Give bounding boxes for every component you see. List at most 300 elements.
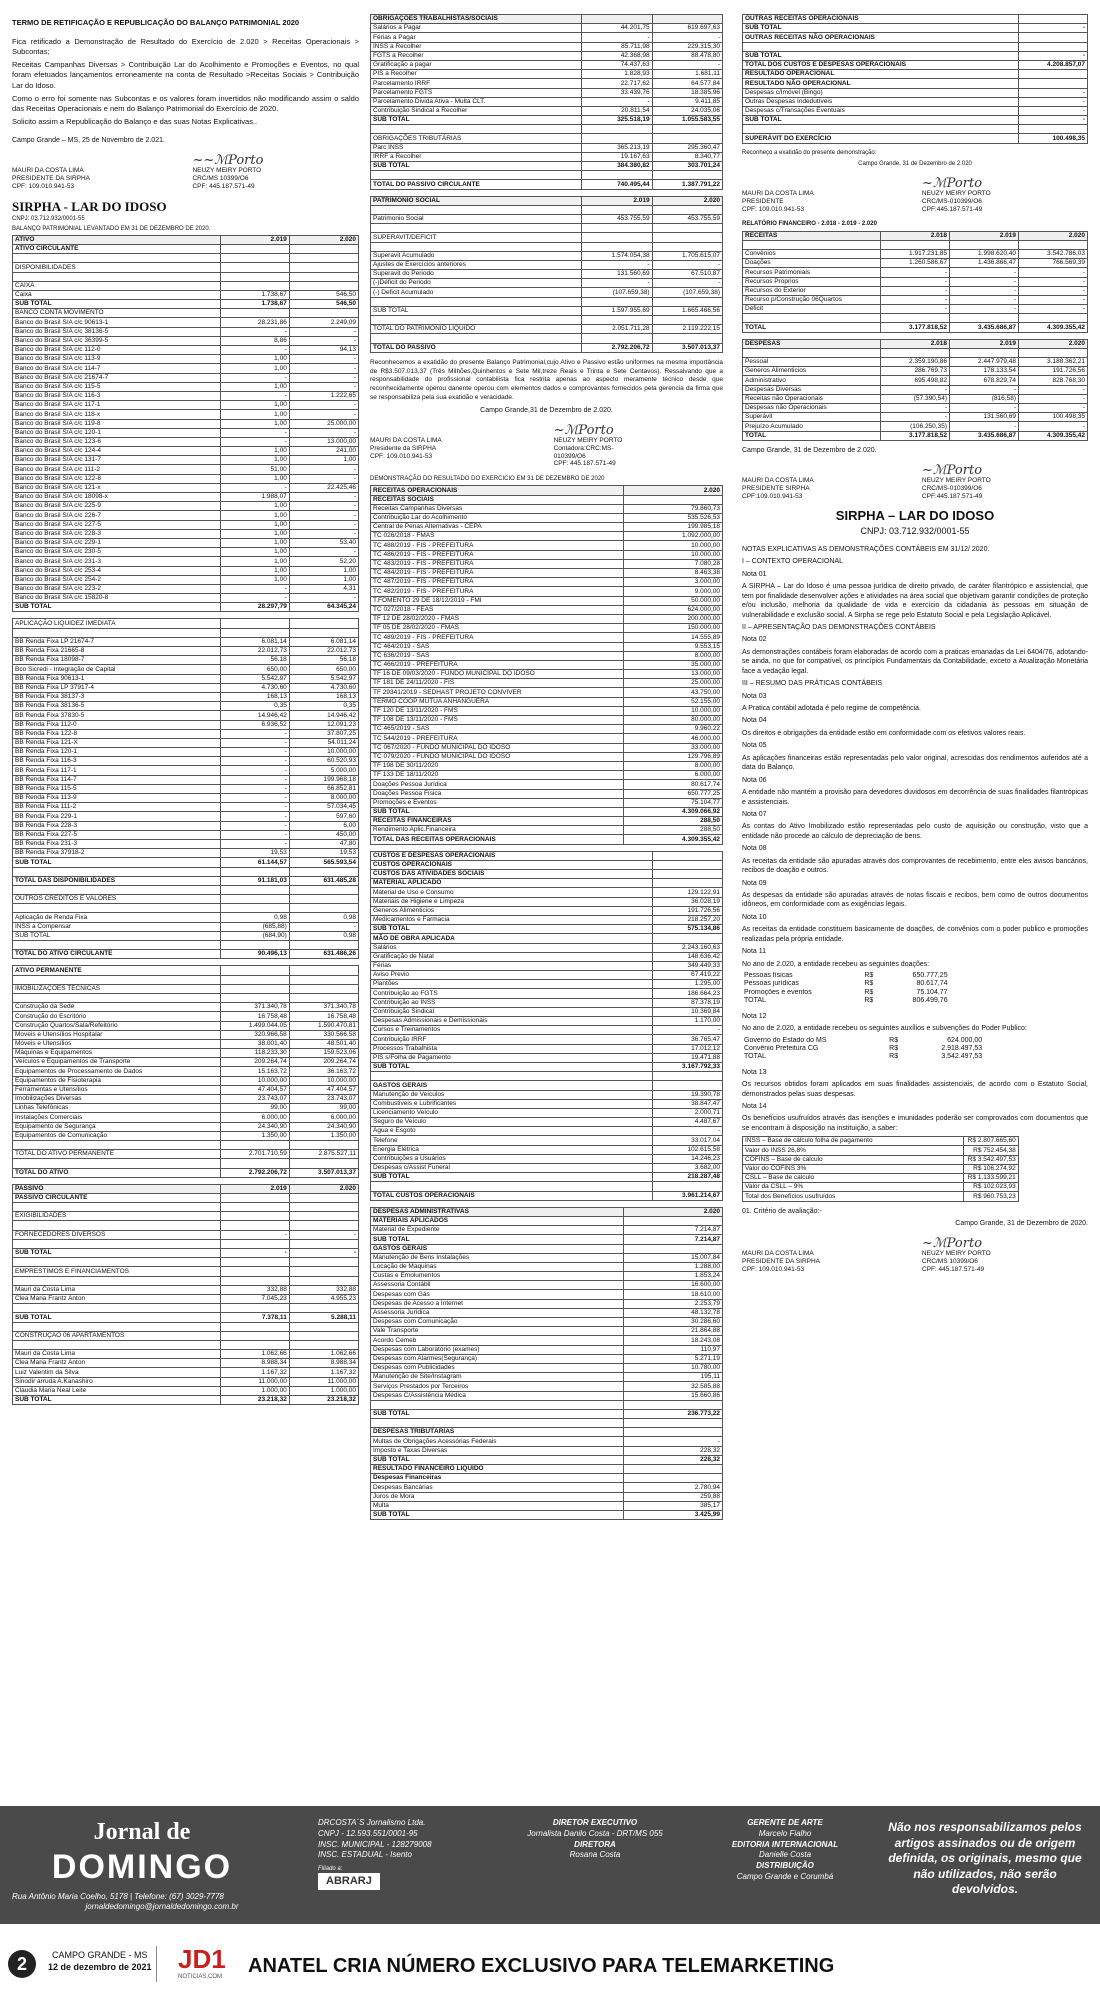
table-cell: OBRIGAÇÕES TRIBUTÁRIAS	[371, 134, 582, 143]
table-row	[743, 314, 1088, 323]
table-cell: Banco do Brasil S/A c/c 225-9	[13, 502, 221, 511]
table-cell: Pessoas jurídicas	[744, 980, 799, 988]
table-row	[13, 757, 359, 766]
signature-scribble: ~~ℳPorto	[192, 153, 264, 169]
notes-title: SIRPHA – LAR DO IDOSO	[835, 508, 995, 524]
table-row	[371, 1446, 723, 1455]
table-cell: 8.463,38	[624, 569, 723, 578]
table-cell: 3.425,99	[624, 1510, 723, 1519]
table-row	[743, 42, 1088, 51]
table-cell	[13, 975, 221, 984]
table-row	[371, 1391, 723, 1400]
table-row	[13, 1285, 359, 1294]
note-text: As receitas da entidade constituem basicamente de doações, de convênios com o poder publico e promoções realizadas pela própria entidade.	[742, 926, 1088, 943]
notice-paragraph: Receitas Campanhas Diversas > Contribuição Lar do Acolhimento e Promoções e Eventos, no qual foram efetuados lançamentos erroneamente na conta de Resultado >Receitas Sociais > Contribuição Lar do Idoso.	[12, 60, 359, 90]
table-row	[371, 943, 723, 952]
table-row	[743, 348, 1088, 357]
table-cell	[220, 628, 289, 637]
table-cell: 13.000,00	[289, 437, 358, 446]
table-cell: -	[582, 279, 652, 288]
sig-line: NEUZY MEIRY PORTO	[921, 477, 991, 485]
table-cell: 1,00	[220, 502, 289, 511]
table-cell: 1.499.044,05	[220, 1021, 289, 1030]
table-row	[371, 835, 723, 844]
sig-line: PRESIDENTE DA SIRPHA	[742, 1258, 821, 1266]
table-cell: -	[220, 391, 289, 400]
table-row	[371, 1419, 723, 1428]
table-row	[371, 961, 723, 970]
note-heading: Nota 09	[742, 879, 767, 887]
table-cell: Equipamentos de Processamento de Dados	[13, 1067, 221, 1076]
table-row	[13, 263, 359, 272]
table-row	[371, 771, 723, 780]
table-row	[13, 1368, 359, 1377]
table-cell: 286.769,73	[881, 367, 950, 376]
table-row	[371, 633, 723, 642]
table-cell	[881, 314, 950, 323]
table-row	[13, 628, 359, 637]
table-cell: R$ 2.807.665,60	[963, 1137, 1018, 1146]
note-text: As demonstrações contábeis foram elaboradas de acordo com a praticas emanadas da Lei 6404/76, adotando-se ainda, no que for compatível, os princípios Fundamentais da Contabilidade, exceto a Atualização Monetária face a vedação legal.	[742, 648, 1088, 675]
table-cell: -	[220, 1249, 289, 1258]
table-row	[371, 670, 723, 679]
table-cell	[582, 242, 652, 251]
table-cell: PIS s/Folha de Pagamento	[371, 1053, 653, 1062]
table-cell	[371, 171, 582, 180]
table-cell: SUB TOTAL	[371, 306, 582, 315]
note-heading: Nota 12	[742, 1012, 767, 1020]
table-cell: -	[220, 346, 289, 355]
table-cell	[220, 281, 289, 290]
table-cell: SUPERAVIT/DEFICIT	[371, 233, 582, 242]
table-row	[371, 1474, 723, 1483]
signature-scribble	[742, 1236, 822, 1250]
table-cell: Despesas Financeiras	[371, 1474, 624, 1483]
table-cell: MÃO DE OBRA APLICADA	[371, 934, 653, 943]
table-cell: 4.309.355,42	[1019, 431, 1088, 440]
table-cell: Imposto e Taxas Diversas	[371, 1446, 624, 1455]
sig-line: PRESIDENTE	[742, 197, 784, 205]
table-cell: 88.478,80	[652, 51, 722, 60]
table-cell	[220, 244, 289, 253]
table-cell: -	[652, 260, 722, 269]
logo-line-2: DOMINGO	[51, 1847, 233, 1886]
table-cell: 650.777,25	[912, 972, 948, 980]
table-cell	[950, 314, 1019, 323]
table-cell: 1.000,00	[289, 1386, 358, 1395]
table-cell: 3.167.792,33	[652, 1062, 722, 1071]
col-header: 2.020	[652, 196, 722, 205]
table-cell: TOTAL DO ATIVO PERMANENTE	[13, 1150, 221, 1159]
table-cell: 1.705.615,07	[652, 251, 722, 260]
custos-table	[370, 851, 723, 1201]
table-cell	[13, 1159, 221, 1168]
table-row	[371, 214, 723, 223]
table-cell: SUB TOTAL	[13, 300, 221, 309]
table-cell: -	[1019, 394, 1088, 403]
table-cell: -	[1019, 51, 1088, 60]
table-cell: Serviços Prestados por Terceiros	[371, 1382, 624, 1391]
table-cell: 6,00	[289, 821, 358, 830]
table-row	[742, 1045, 984, 1053]
table-cell: 2.243.160,63	[652, 943, 722, 952]
table-cell	[220, 941, 289, 950]
table-cell: 332,88	[289, 1285, 358, 1294]
table-cell: 54.011,24	[289, 738, 358, 747]
table-cell: BB Renda Fixa 112-0	[13, 720, 221, 729]
note-text: As receitas da entidade são apuradas através dos comprovantes de recebimento, entre eles avisos bancários, recibos de doação e outros.	[742, 857, 1088, 875]
table-cell: 3.177.818,52	[881, 323, 950, 332]
table-cell: 624.000,00	[947, 1036, 983, 1044]
table-cell: BB Renda Fixa LP 37917-4	[13, 683, 221, 692]
table-cell: Banco do Brasil S/A c/c 38136-5	[13, 327, 221, 336]
table-cell	[289, 1340, 358, 1349]
table-cell: Equipamentos de Comunicação	[13, 1131, 221, 1140]
table-cell: -	[289, 520, 358, 529]
table-cell	[289, 1258, 358, 1267]
table-row	[13, 1322, 359, 1331]
table-row	[743, 116, 1088, 125]
table-row	[13, 692, 359, 701]
table-row	[13, 647, 359, 656]
bottom-headline[interactable]: ANATEL CRIA NÚMERO EXCLUSIVO PARA TELEMARKETING	[248, 1955, 835, 1977]
table-cell	[289, 1140, 358, 1149]
table-cell: TOTAL	[744, 997, 766, 1005]
table-cell: Banco do Brasil S/A c/c 119-8	[13, 419, 221, 428]
table-cell: 28.231,86	[220, 318, 289, 327]
table-cell: (816,58)	[950, 394, 1019, 403]
table-cell: Despesas Admissionais e Demissionais	[371, 1017, 653, 1026]
note-heading: Nota 08	[742, 845, 767, 853]
table-row	[371, 1062, 723, 1071]
table-row	[371, 233, 723, 242]
table-row	[13, 309, 359, 318]
table-cell: Instalações Comerciais	[13, 1113, 221, 1122]
table-row	[371, 1017, 723, 1026]
table-cell: Receitas não Operacionais	[743, 394, 881, 403]
table-cell	[289, 309, 358, 318]
table-cell: 1,00	[289, 575, 358, 584]
table-row	[371, 1072, 723, 1081]
table-row	[371, 1382, 723, 1391]
table-cell: 2.119.222,15	[652, 325, 722, 334]
table-cell: -	[289, 502, 358, 511]
table-row	[13, 373, 359, 382]
table-cell: 19.167,63	[582, 152, 652, 161]
table-cell: -	[582, 97, 652, 106]
table-cell: Férias a Pagar	[371, 33, 582, 42]
table-cell: -	[289, 922, 358, 931]
table-row	[371, 1090, 723, 1099]
table-row	[13, 738, 359, 747]
table-cell	[652, 870, 722, 879]
table-cell: DESPESAS TRIBUTÁRIAS	[371, 1428, 624, 1437]
table-cell	[289, 904, 358, 913]
table-cell: INSS – Base de cálculo folha de pagamento	[743, 1137, 964, 1146]
table-cell: Contribuição Sindical	[371, 1007, 653, 1016]
table-cell: Licenciamento Veículo	[371, 1108, 653, 1117]
table-cell: Despesas Bancárias	[371, 1483, 624, 1492]
table-cell: TOTAL	[744, 1053, 766, 1061]
table-cell: 650,00	[220, 665, 289, 674]
table-cell: MATERIAL APLICADO	[371, 879, 653, 888]
table-cell: Banco do Brasil S/A c/c 229-1	[13, 538, 221, 547]
exemptions-foot: 01. Critério de avaliação:-	[742, 1207, 822, 1215]
table-cell: Multa	[371, 1501, 624, 1510]
table-row	[371, 789, 723, 798]
table-cell: 22.425,46	[289, 483, 358, 492]
table-cell	[1019, 33, 1088, 42]
col-header: RECEITAS	[743, 231, 881, 240]
table-cell: Energia Elétrica	[371, 1145, 653, 1154]
table-cell: INSS a Recolher	[371, 42, 582, 51]
table-cell	[371, 205, 582, 214]
table-cell: 18.243,08	[624, 1336, 723, 1345]
explanatory-notes	[742, 508, 1088, 1273]
table-cell: Gratificação de Natal	[371, 952, 653, 961]
table-row	[371, 989, 723, 998]
table-cell	[371, 125, 582, 134]
table-row	[371, 915, 723, 924]
table-row	[13, 318, 359, 327]
table-cell: -	[220, 738, 289, 747]
table-cell: Contribuições a Usuários	[371, 1154, 653, 1163]
table-row	[743, 1155, 1019, 1164]
table-cell: TOTAL DO PATRIMONIO LIQUIDO	[371, 325, 582, 334]
table-row	[13, 876, 359, 885]
table-cell: 186.664,23	[652, 989, 722, 998]
table-cell: 38.847,47	[652, 1099, 722, 1108]
table-cell: -	[289, 548, 358, 557]
table-cell: Receitas Campanhas Diversas	[371, 504, 624, 513]
table-cell: 8.000,00	[289, 794, 358, 803]
table-cell	[220, 1140, 289, 1149]
table-cell: Manutenção de Site/Instagram	[371, 1373, 624, 1382]
table-cell: Contribuição ao INSS	[371, 998, 653, 1007]
table-cell: Combustiveis e Lubrificantes	[371, 1099, 653, 1108]
col-header: 2.018	[881, 339, 950, 348]
table-cell: -	[582, 33, 652, 42]
table-cell: CAIXA	[13, 281, 221, 290]
table-cell: Seguro de Veículo	[371, 1118, 653, 1127]
table-cell: -	[652, 1026, 722, 1035]
table-row	[371, 1290, 723, 1299]
table-cell	[652, 134, 722, 143]
sig-line: CPF:109.010.941-53	[742, 492, 803, 500]
table-cell: -	[220, 748, 289, 757]
column-balance	[12, 14, 359, 1411]
table-cell: Valor do INSS 26,8%	[743, 1146, 964, 1155]
table-row	[13, 391, 359, 400]
table-cell: 1.436.866,47	[950, 259, 1019, 268]
sig-line: MAURI DA COSTA LIMA	[742, 1250, 814, 1258]
table-row	[371, 1299, 723, 1308]
table-cell: 4.309.355,42	[1019, 323, 1088, 332]
table-cell: 22.012,73	[220, 647, 289, 656]
table-cell: BB Renda Fixa 121-X	[13, 738, 221, 747]
table-row	[371, 70, 723, 79]
exemptions-table	[742, 1136, 1019, 1201]
table-cell: 3.507.013,37	[289, 1168, 358, 1177]
table-row	[13, 511, 359, 520]
table-cell: -	[289, 474, 358, 483]
table-row	[371, 1191, 723, 1200]
table-row	[743, 125, 1088, 134]
table-cell: EXIGIBILIDADES	[13, 1212, 221, 1221]
table-cell: BB Renda Fixa 120-1	[13, 748, 221, 757]
table-cell: -	[220, 1230, 289, 1239]
table-cell: 99,00	[289, 1104, 358, 1113]
table-cell: Ajustes de Exercícios anteriores	[371, 260, 582, 269]
table-row	[371, 1127, 723, 1136]
table-row	[371, 325, 723, 334]
table-cell: Banco do Brasil S/A c/c 118-x	[13, 410, 221, 419]
table-cell: Salários	[371, 943, 653, 952]
table-cell: 1.260.586,67	[881, 259, 950, 268]
table-cell: Linhas Telefônicas	[13, 1104, 221, 1113]
table-row	[13, 1140, 359, 1149]
table-cell: TF 16 DE 09/03/2020 - FUNDO MUNICIPAL DO IDOSO	[371, 670, 624, 679]
table-row	[371, 1501, 723, 1510]
table-row	[371, 578, 723, 587]
table-cell: Contribuição Sindical a Recolher	[371, 106, 582, 115]
table-cell: Banco do Brasil S/A c/c 120-1	[13, 428, 221, 437]
table-cell: DISPONIBILIDADES	[13, 263, 221, 272]
table-row	[13, 382, 359, 391]
note-heading: Nota 06	[742, 776, 767, 784]
notice-date: Campo Grande – MS, 25 de Novembro de 2.021.	[12, 137, 165, 144]
table-row	[13, 1313, 359, 1322]
table-row	[371, 134, 723, 143]
table-row	[371, 697, 723, 706]
note-heading: Nota 13	[742, 1068, 767, 1076]
table-cell: R$	[864, 980, 874, 988]
table-cell	[371, 1072, 653, 1081]
table-cell	[371, 224, 582, 233]
table-cell: RESULTADO NÃO OPERACIONAL	[743, 79, 1019, 88]
table-cell: 1,00	[220, 520, 289, 529]
table-cell: 57.034,45	[289, 803, 358, 812]
ativo-table	[12, 235, 359, 613]
table-cell: -	[220, 812, 289, 821]
table-row	[743, 1164, 1019, 1173]
table-cell: BB Renda Fixa LP 21674-7	[13, 637, 221, 646]
table-row	[13, 410, 359, 419]
sig-line: CRC/MS-010399/O6	[921, 484, 982, 492]
table-cell: 631.485,28	[289, 876, 358, 885]
table-cell: 4,31	[289, 584, 358, 593]
table-cell: 0,35	[289, 702, 358, 711]
table-cell: Veículos e Equipamentos de Transporte	[13, 1058, 221, 1067]
table-cell: Parc INSS	[371, 143, 582, 152]
table-cell: 10.000,00	[289, 1076, 358, 1085]
table-cell: TC 079/2020 - FUNDO MUNICIPAL DO IDOSO	[371, 752, 624, 761]
table-cell	[289, 1159, 358, 1168]
table-cell: Ferramentas e Utensílios	[13, 1085, 221, 1094]
table-row	[371, 541, 723, 550]
table-row	[371, 1483, 723, 1492]
table-cell: 0,98	[289, 931, 358, 940]
table-row	[13, 594, 359, 603]
table-row	[371, 1099, 723, 1108]
table-cell: 24.340,90	[289, 1122, 358, 1131]
table-cell: -	[950, 295, 1019, 304]
table-cell: 1.350,00	[220, 1131, 289, 1140]
table-cell: -	[289, 511, 358, 520]
table-cell	[289, 984, 358, 993]
table-row	[13, 1003, 359, 1012]
company-info: DRCOSTA´S Jornalismo Ltda. CNPJ - 12.593.551/0001-95 INSC. MUNICIPAL - 128279008 INSC. ESTADUAL - Isento Filiado a: ABRARJ	[318, 1818, 448, 1890]
table-cell: SUB TOTAL	[371, 1510, 624, 1519]
table-row	[13, 465, 359, 474]
table-cell: 218.257,20	[652, 915, 722, 924]
table-cell	[652, 1072, 722, 1081]
table-row	[371, 971, 723, 980]
table-cell: 14.946,42	[289, 711, 358, 720]
col-header: 2.019	[950, 231, 1019, 240]
table-cell: GASTOS GERAIS	[371, 1081, 653, 1090]
dre-table	[370, 485, 723, 844]
section-heading: III – RESUMO DAS PRÁTICAS CONTÁBEIS	[742, 680, 883, 688]
table-cell: -	[950, 403, 1019, 412]
table-cell: 100.498,35	[1019, 134, 1088, 143]
signature-right	[192, 153, 359, 190]
table-cell: Assessoria Jurídica	[371, 1308, 624, 1317]
table-cell: BB Renda Fixa 38137-3	[13, 692, 221, 701]
table-row	[371, 504, 723, 513]
table-cell: Moveis e Utensílios Hospitalar	[13, 1030, 221, 1039]
table-cell: Processos Trabalhista	[371, 1044, 653, 1053]
table-cell: 14.246,23	[652, 1154, 722, 1163]
table-row	[13, 254, 359, 263]
table-row	[371, 725, 723, 734]
table-cell: TERMO COOP MUTUA ANHANGUERA	[371, 697, 624, 706]
table-cell: Banco do Brasil S/A c/c 223-2	[13, 584, 221, 593]
table-cell: 303.701,24	[652, 162, 722, 171]
table-cell: R$	[864, 988, 874, 996]
table-row	[371, 1007, 723, 1016]
table-cell: 1.387.791,22	[652, 180, 722, 189]
table-cell	[371, 1182, 653, 1191]
table-cell: 2.000,71	[652, 1108, 722, 1117]
notes-date: Campo Grande, 31 de Dezembro de 2020.	[955, 1220, 1088, 1227]
table-cell	[652, 224, 722, 233]
table-cell: R$	[889, 1053, 899, 1061]
table-cell: -	[1019, 422, 1088, 431]
table-cell: -	[1019, 305, 1088, 314]
table-row	[371, 1400, 723, 1409]
table-cell: OUTRAS RECEITAS NÃO OPERACIONAIS	[743, 33, 1019, 42]
table-row	[13, 720, 359, 729]
table-cell	[582, 334, 652, 343]
table-cell: Banco do Brasil S/A c/c 230-5	[13, 548, 221, 557]
table-row	[13, 584, 359, 593]
table-cell: Recursos do Exterior	[743, 286, 881, 295]
table-cell: 10.000,00	[624, 541, 723, 550]
table-cell	[881, 240, 950, 249]
table-cell: -	[289, 382, 358, 391]
sig-line: CPF: 445.187.571-49	[921, 1265, 985, 1273]
table-row	[371, 523, 723, 532]
table-row	[13, 447, 359, 456]
table-cell: Água e Esgoto	[371, 1127, 653, 1136]
grants-table	[742, 1037, 984, 1062]
table-cell: R$	[864, 997, 874, 1005]
table-cell: -	[652, 33, 722, 42]
table-cell: TC 464/2019 - SAS	[371, 642, 624, 651]
table-cell: Doações Pessoa Física	[371, 789, 624, 798]
table-cell: Banco do Brasil S/A c/c 122-8	[13, 474, 221, 483]
